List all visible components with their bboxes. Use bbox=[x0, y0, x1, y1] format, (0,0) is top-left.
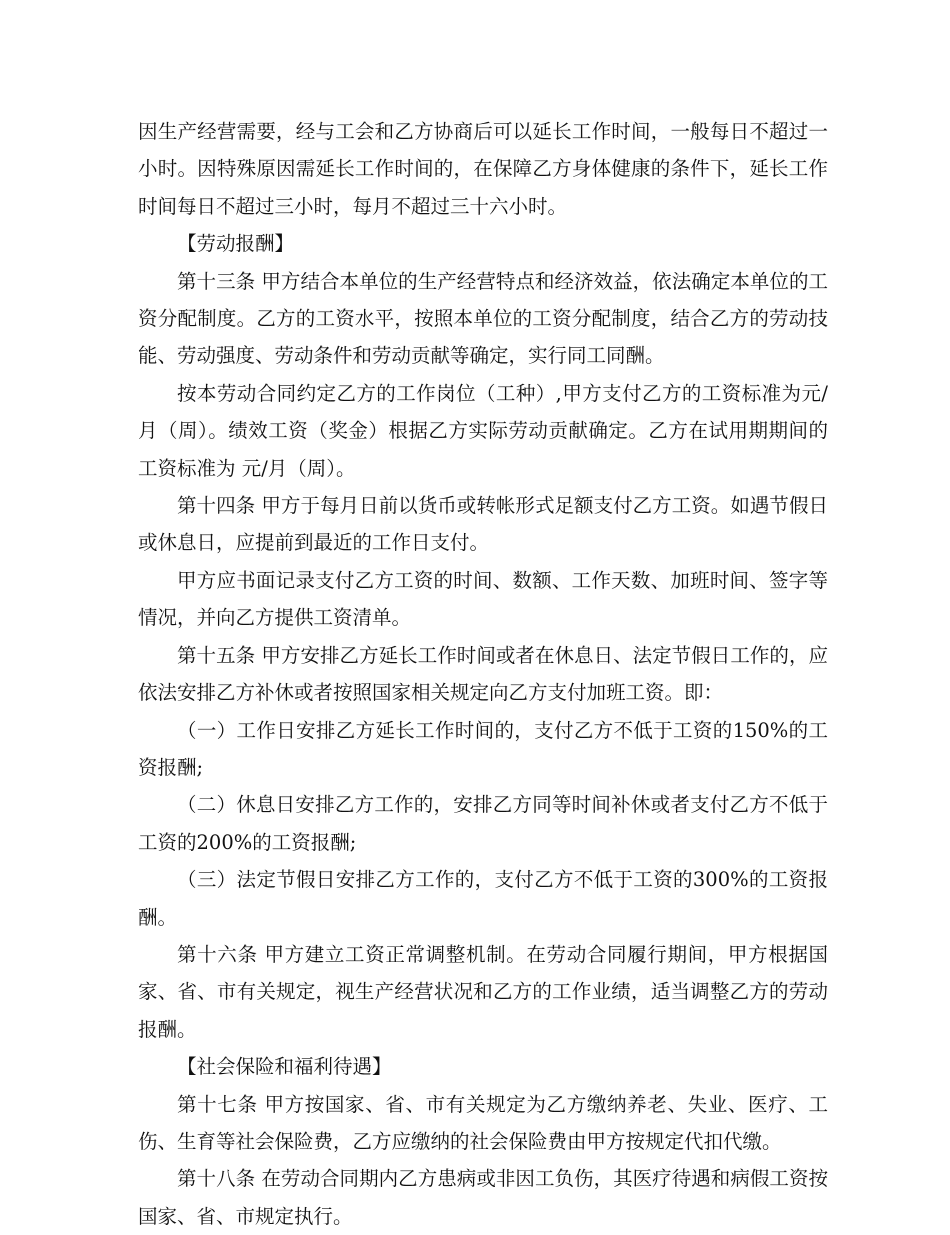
list-item-overtime-restday: （二）休息日安排乙方工作的，安排乙方同等时间补休或者支付乙方不低于工资的200%的工资报酬; bbox=[138, 793, 828, 854]
article-13: 第十三条 甲方结合本单位的生产经营特点和经济效益，依法确定本单位的工资分配制度。乙方的工资水平，按照本单位的工资分配制度，结合乙方的劳动技能、劳动强度、劳动条件和劳动贡献等确定，实行同工同酬。 bbox=[138, 269, 828, 368]
article-18: 第十八条 在劳动合同期内乙方患病或非因工负伤，其医疗待遇和病假工资按国家、省、市规定执行。 bbox=[138, 1167, 828, 1228]
list-item-overtime-workday: （一）工作日安排乙方延长工作时间的，支付乙方不低于工资的150%的工资报酬; bbox=[138, 718, 828, 779]
article-17: 第十七条 甲方按国家、省、市有关规定为乙方缴纳养老、失业、医疗、工伤、生育等社会保险费，乙方应缴纳的社会保险费由甲方按规定代扣代缴。 bbox=[138, 1092, 828, 1153]
paragraph-working-hours-continuation: 因生产经营需要，经与工会和乙方协商后可以延长工作时间，一般每日不超过一小时。因特殊原因需延长工作时间的，在保障乙方身体健康的条件下，延长工作时间每日不超过三小时，每月不超过三十六小时。 bbox=[138, 120, 828, 218]
article-14: 第十四条 甲方于每月日前以货币或转帐形式足额支付乙方工资。如遇节假日或休息日，应提前到最近的工作日支付。 bbox=[138, 494, 828, 555]
article-15: 第十五条 甲方安排乙方延长工作时间或者在休息日、法定节假日工作的，应依法安排乙方补休或者按照国家相关规定向乙方支付加班工资。即： bbox=[138, 643, 828, 705]
section-heading-social-insurance: 【社会保险和福利待遇】 bbox=[177, 1055, 392, 1079]
paragraph-wage-standard: 按本劳动合同约定乙方的工作岗位（工种）,甲方支付乙方的工资标准为元/月（周）。绩效工资（奖金）根据乙方实际劳动贡献确定。乙方在试用期期间的工资标准为 元/月（周）。 bbox=[138, 381, 828, 480]
paragraph-wage-record: 甲方应书面记录支付乙方工资的时间、数额、工作天数、加班时间、签字等情况，并向乙方提供工资清单。 bbox=[138, 568, 828, 630]
document-body bbox=[138, 113, 828, 1235]
article-16: 第十六条 甲方建立工资正常调整机制。在劳动合同履行期间，甲方根据国家、省、市有关规定，视生产经营状况和乙方的工作业绩，适当调整乙方的劳动报酬。 bbox=[138, 942, 828, 1041]
section-heading-labor-remuneration: 【劳动报酬】 bbox=[177, 232, 295, 256]
list-item-overtime-holiday: （三）法定节假日安排乙方工作的，支付乙方不低于工资的300%的工资报酬。 bbox=[138, 868, 828, 929]
